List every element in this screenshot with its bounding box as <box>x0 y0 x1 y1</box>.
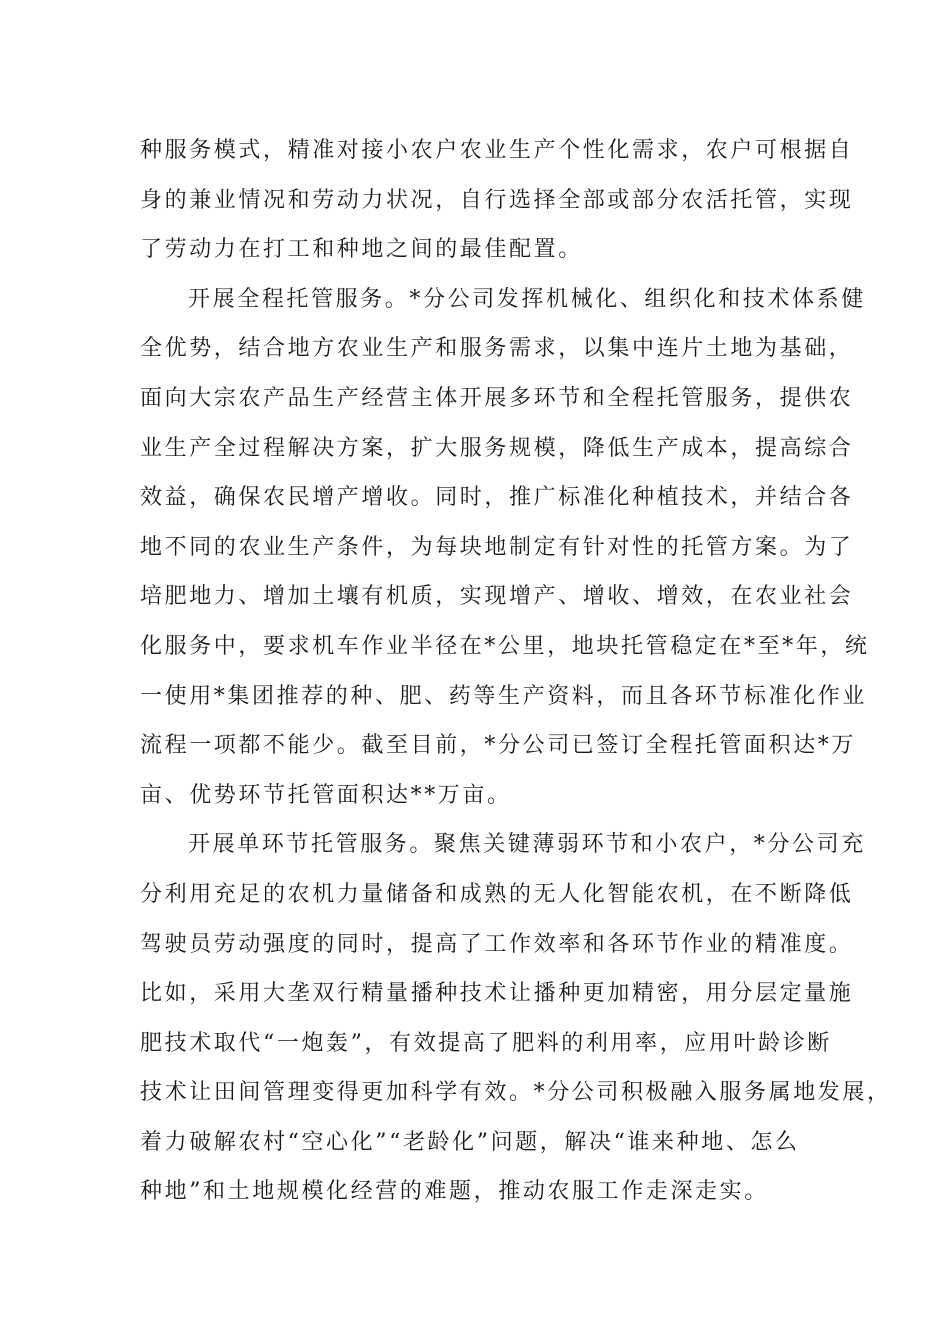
text-line-5: 全优势，结合地方农业生产和服务需求，以集中连片土地为基础， <box>140 336 854 362</box>
text-line-16: 分利用充足的农机力量储备和成熟的无人化智能农机，在不断降低 <box>140 881 854 907</box>
text-line-10: 培肥地力、增加土壤有机质，实现增产、增收、增效，在农业社会 <box>140 584 854 610</box>
text-line-2: 身的兼业情况和劳动力状况，自行选择全部或部分农活托管，实现 <box>140 187 854 213</box>
text-line-21: 着力破解农村“空心化”“老龄化”问题，解决“谁来种地、怎么 <box>140 1129 800 1155</box>
text-line-22: 种地”和土地规模化经营的难题，推动农服工作走深走实。 <box>140 1179 769 1205</box>
text-line-17: 驾驶员劳动强度的同时，提高了工作效率和各环节作业的精准度。 <box>140 931 854 957</box>
text-line-19: 肥技术取代“一炮轰”，有效提高了肥料的利用率，应用叶龄诊断 <box>140 1030 832 1056</box>
text-line-14: 亩、优势环节托管面积达**万亩。 <box>140 782 512 808</box>
text-line-18: 比如，采用大垄双行精量播种技术让播种更加精密，用分层定量施 <box>140 981 854 1007</box>
text-line-20: 技术让田间管理变得更加科学有效。*分公司积极融入服务属地发展， <box>140 1080 892 1106</box>
paragraph-start-full-custody: 开展全程托管服务。*分公司发挥机械化、组织化和技术体系健 <box>188 286 866 312</box>
body-text <box>140 126 892 1217</box>
text-line-13: 流程一项都不能少。截至目前，*分公司已签订全程托管面积达*万 <box>140 733 857 759</box>
text-line-11: 化服务中，要求机车作业半径在*公里，地块托管稳定在*至*年，统 <box>140 633 870 659</box>
text-line-9: 地不同的农业生产条件，为每块地制定有针对性的托管方案。为了 <box>140 534 854 560</box>
text-line-6: 面向大宗农产品生产经营主体开展多环节和全程托管服务，提供农 <box>140 385 854 411</box>
text-line-1: 种服务模式，精准对接小农户农业生产个性化需求，农户可根据自 <box>140 138 854 163</box>
text-line-3: 了劳动力在打工和种地之间的最佳配置。 <box>140 237 583 263</box>
text-line-7: 业生产全过程解决方案，扩大服务规模，降低生产成本，提高综合 <box>140 435 854 461</box>
text-line-8: 效益，确保农民增产增收。同时，推广标准化种植技术，并结合各 <box>140 485 854 511</box>
text-line-12: 一使用*集团推荐的种、肥、药等生产资料，而且各环节标准化作业 <box>140 683 868 709</box>
paragraph-start-single-link-custody: 开展单环节托管服务。聚焦关键薄弱环节和小农户，*分公司充 <box>188 832 866 858</box>
